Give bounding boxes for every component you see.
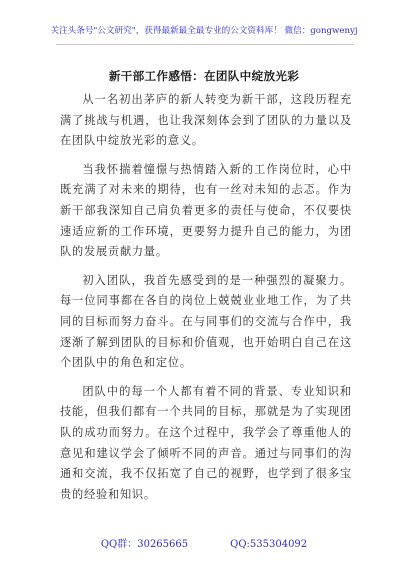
paragraph: 当我怀揣着憧憬与热情踏入新的工作岗位时，心中既充满了对未来的期待，也有一丝对未知的忐忑。作为新干部我深知自己肩负着更多的责任与使命，不仅要快速适应新的工作环境，更要努力提升自己的能力，为团队的发展贡献力量。 xyxy=(60,162,352,259)
document-body xyxy=(60,90,352,513)
footer-qq-group: QQ群：30265665 xyxy=(100,539,189,550)
footer-qq: QQ:535304092 xyxy=(230,539,308,550)
paragraph: 从一名初出茅庐的新人转变为新干部，这段历程充满了挑战与机遇，也让我深刻体会到了团队的力量以及在团队中绽放光彩的意义。 xyxy=(60,93,352,148)
header-promo-note: 关注头条号"公文研究"，获得最新最全最专业的公文资料库！ 微信：gongwenyj xyxy=(50,26,358,36)
document-title: 新干部工作感悟：在团队中绽放光彩 xyxy=(108,69,300,83)
paragraph: 团队中的每一个人都有着不同的背景、专业知识和技能，但我们都有一个共同的目标，那就是为了实现团队的成功而努力。在这个过程中，我学会了尊重他人的意见和建议学会了倾听不同的声音。通过与同事们的沟通和交流，我不仅拓宽了自己的视野，也学到了很多宝贵的经验和知识。 xyxy=(60,384,352,501)
header-divider xyxy=(56,44,354,45)
footer-contact xyxy=(0,535,408,550)
paragraph: 初入团队，我首先感受到的是一种强烈的凝聚力。每一位同事都在各自的岗位上兢兢业业地工作，为了共同的目标而努力奋斗。在与同事们的交流与合作中，我逐渐了解到团队的目标和价值观，也开始明白自己在这个团队中的角色和定位。 xyxy=(60,273,352,370)
